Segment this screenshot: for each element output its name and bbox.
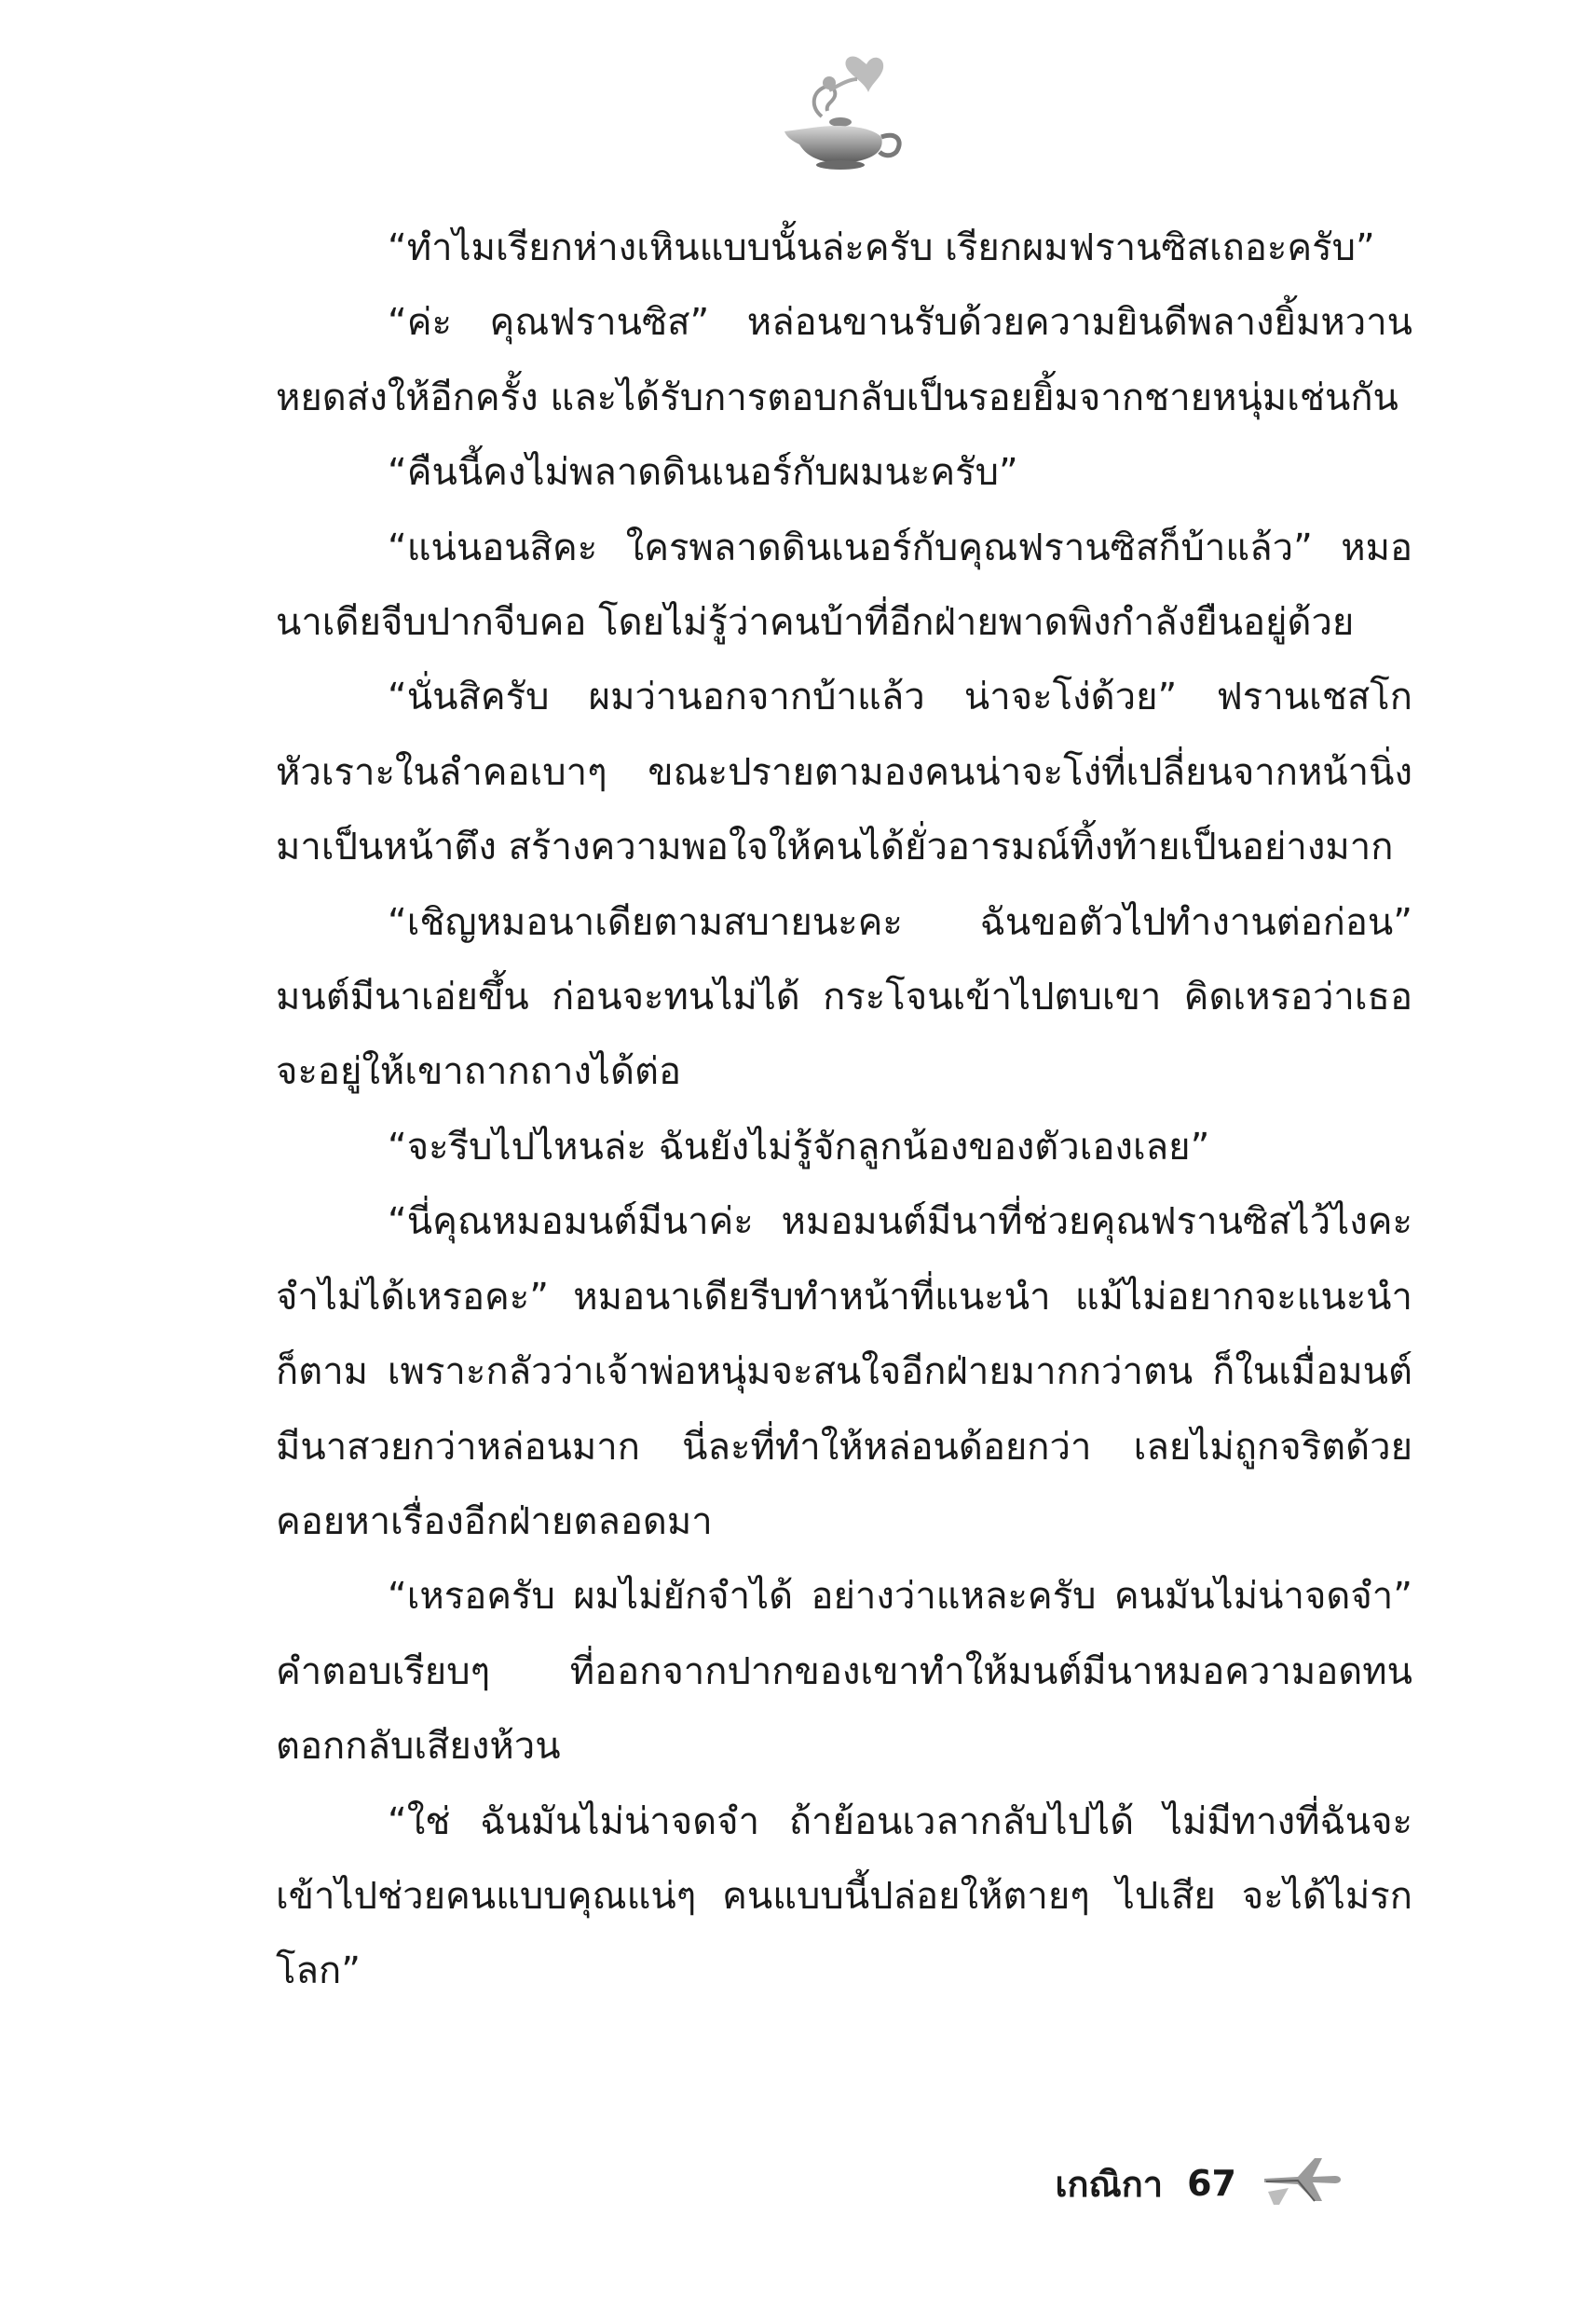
paragraph: “ค่ะ คุณฟรานซิส” หล่อนขานรับด้วยความยินดีพลางยิ้มหวานหยดส่งให้อีกครั้ง และได้รับการตอบกลับเป็นรอยยิ้มจากชายหนุ่มเช่นกัน xyxy=(276,301,1412,419)
running-title: เกณิกา xyxy=(1055,2163,1164,2205)
paragraph: “นั่นสิครับ ผมว่านอกจากบ้าแล้ว น่าจะโง่ด้วย” ฟรานเชสโกหัวเราะในลำคอเบาๆ ขณะปรายตามองคนน่าจะโง่ที่เปลี่ยนจากหน้านิ่งมาเป็นหน้าตึง สร้างความพอใจให้คนได้ยั่วอารมณ์ทิ้งท้ายเป็นอย่างมาก xyxy=(276,676,1412,869)
paragraph: “จะรีบไปไหนล่ะ ฉันยังไม่รู้จักลูกน้องของตัวเองเลย” xyxy=(388,1125,1210,1169)
body-text xyxy=(276,211,1412,2009)
page-footer xyxy=(1056,2151,1345,2216)
page-number: 67 xyxy=(1187,2163,1236,2204)
airplane-icon xyxy=(1261,2151,1344,2216)
paragraph: “เชิญหมอนาเดียตามสบายนะคะ ฉันขอตัวไปทำงานต่อก่อน” มนต์มีนาเอ่ยขึ้น ก่อนจะทนไม่ได้ กระโจนเข้าไปตบเขา คิดเหรอว่าเธอจะอยู่ให้เขาถากถางได้ต่อ xyxy=(276,900,1412,1094)
paragraph: “แน่นอนสิคะ ใครพลาดดินเนอร์กับคุณฟรานซิสก็บ้าแล้ว” หมอนาเดียจีบปากจีบคอ โดยไม่รู้ว่าคนบ้าที่อีกฝ่ายพาดพิงกำลังยืนอยู่ด้วย xyxy=(276,526,1412,645)
paragraph: “เหรอครับ ผมไม่ยักจำได้ อย่างว่าแหละครับ คนมันไม่น่าจดจำ” คำตอบเรียบๆ ที่ออกจากปากของเขาทำให้มนต์มีนาหมอความอดทนตอกกลับเสียงห้วน xyxy=(276,1575,1412,1769)
paragraph: “ใช่ ฉันมันไม่น่าจดจำ ถ้าย้อนเวลากลับไปได้ ไม่มีทางที่ฉันจะเข้าไปช่วยคนแบบคุณแน่ๆ คนแบบนี้ปล่อยให้ตายๆ ไปเสีย จะได้ไม่รกโลก” xyxy=(276,1799,1412,1993)
paragraph: “ทำไมเรียกห่างเหินแบบนั้นล่ะครับ เรียกผมฟรานซิสเถอะครับ” xyxy=(388,226,1375,269)
paragraph: “คืนนี้คงไม่พลาดดินเนอร์กับผมนะครับ” xyxy=(388,451,1018,495)
paragraph: “นี่คุณหมอมนต์มีนาค่ะ หมอมนต์มีนาที่ช่วยคุณฟรานซิสไว้ไงคะ จำไม่ได้เหรอคะ” หมอนาเดียรีบทำหน้าที่แนะนำ แม้ไม่อยากจะแนะนำก็ตาม เพราะกลัวว่าเจ้าพ่อหนุ่มจะสนใจอีกฝ่ายมากกว่าตน ก็ในเมื่อมนต์มีนาสวยกว่าหล่อนมาก นี่ละที่ทำให้หล่อนด้อยกว่า เลยไม่ถูกจริตด้วย คอยหาเรื่องอีกฝ่ายตลอดมา xyxy=(276,1200,1412,1543)
genie-lamp-icon xyxy=(764,51,913,172)
